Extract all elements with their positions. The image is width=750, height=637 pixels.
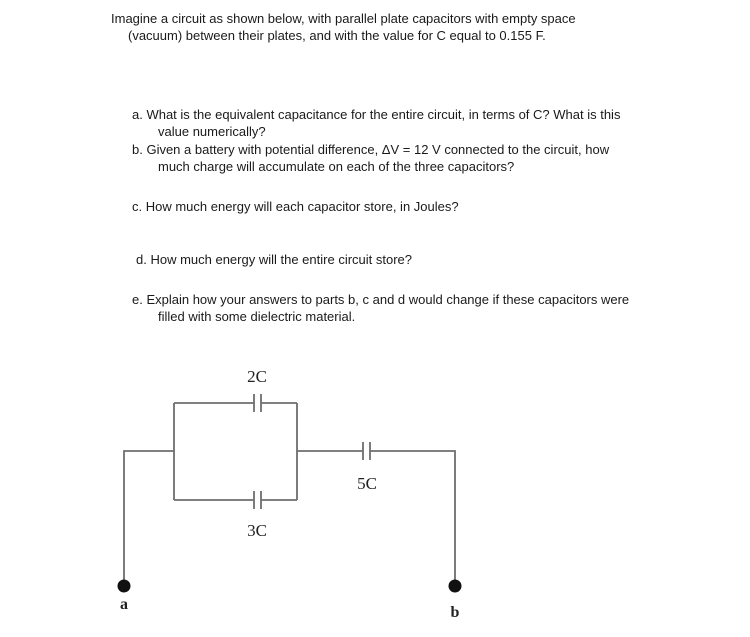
capacitor-5c-symbol — [363, 442, 370, 460]
circuit-wires — [124, 403, 455, 586]
capacitor-2c-label: 2C — [247, 367, 267, 386]
wire-terminal-a — [124, 451, 174, 586]
capacitor-3c-label: 3C — [247, 521, 267, 540]
question-a-line-1: a. What is the equivalent capacitance for the entire circuit, in terms of C? What is this — [132, 107, 621, 122]
capacitor-5c-label: 5C — [357, 474, 377, 493]
terminal-b-dot — [449, 580, 462, 593]
terminal-a-label: a — [120, 596, 128, 613]
wire-terminal-b — [370, 451, 455, 586]
terminal-b-label: b — [450, 604, 460, 621]
question-b-line-1: b. Given a battery with potential difference, ΔV = 12 V connected to the circuit, how — [132, 142, 610, 157]
capacitor-3c-symbol — [254, 491, 261, 509]
question-c-line-1: c. How much energy will each capacitor store, in Joules? — [132, 199, 459, 214]
question-e-line-1: e. Explain how your answers to parts b, c and d would change if these capacitors were — [132, 292, 630, 307]
intro-line-2: (vacuum) between their plates, and with the value for C equal to 0.155 F. — [128, 28, 546, 43]
question-b-line-2: much charge will accumulate on each of the three capacitors? — [158, 159, 515, 174]
question-d-line-1: d. How much energy will the entire circuit store? — [136, 252, 413, 267]
question-e-line-2: filled with some dielectric material. — [158, 309, 356, 324]
question-a-line-2: value numerically? — [158, 124, 266, 139]
terminal-a-dot — [118, 580, 131, 593]
capacitor-2c-symbol — [254, 394, 261, 412]
intro-line-1: Imagine a circuit as shown below, with parallel plate capacitors with empty space — [111, 11, 576, 26]
